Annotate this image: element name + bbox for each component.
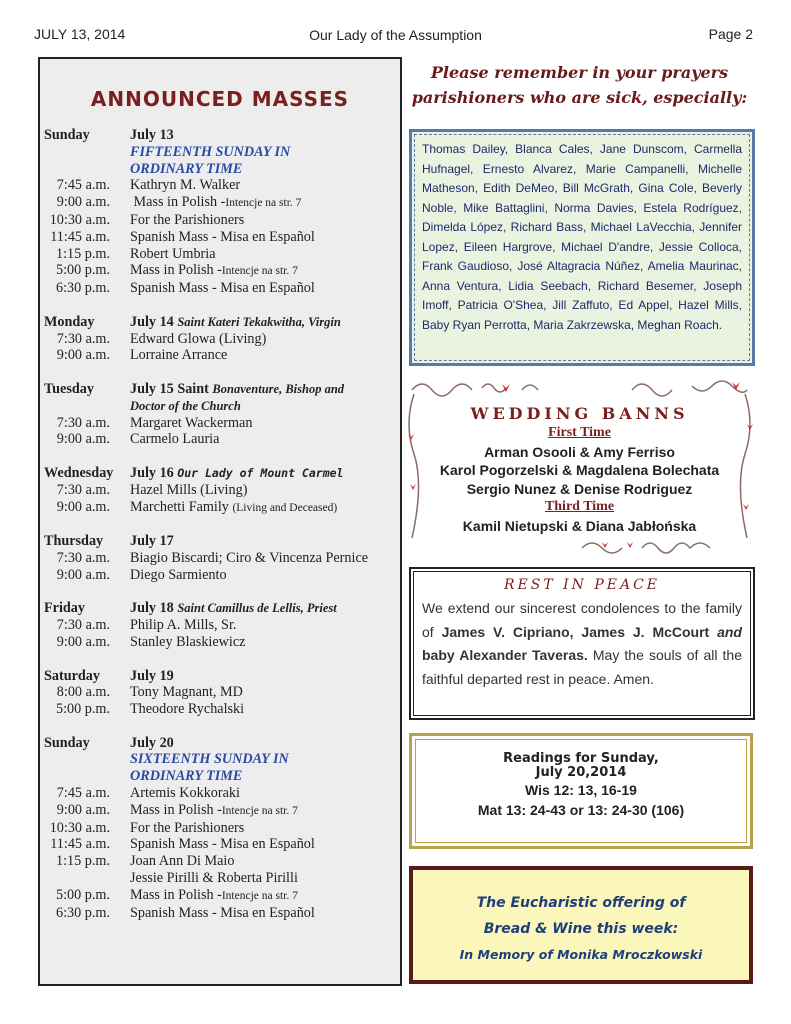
mass-time: 9:00 a.m. — [56, 633, 110, 650]
mass-row — [44, 482, 396, 499]
mass-intention — [130, 853, 396, 870]
readings-date: July 20,2014 — [535, 765, 627, 780]
mass-time: 7:45 a.m. — [56, 785, 110, 802]
mass-row — [44, 499, 396, 517]
eucharist-line2: Bread & Wine this week: — [483, 921, 679, 937]
day-date: July 17 — [130, 533, 174, 550]
conjunction: and — [709, 623, 742, 640]
mass-intention — [130, 684, 396, 701]
third-time-label: Third Time — [544, 499, 615, 515]
intention-note: Intencje na str. 7 — [221, 804, 298, 817]
intention-text: Hazel Mills (Living) — [130, 481, 248, 498]
deceased-names: baby Alexander Taveras. — [422, 647, 588, 663]
mass-intention — [130, 431, 396, 448]
mass-intention — [130, 550, 396, 567]
intention-text: Spanish Mass - Misa en Español — [130, 228, 315, 245]
mass-row — [44, 853, 396, 870]
intention-text: Theodore Rychalski — [130, 701, 245, 718]
mass-intention — [130, 415, 396, 432]
intention-text: For the Parishioners — [130, 819, 245, 836]
mass-time: 9:00 a.m. — [56, 431, 110, 448]
saint-prefix: Saint — [177, 380, 209, 397]
reading-2: Mat 13: 24-43 or 13: 24-30 (106) — [477, 802, 685, 818]
mass-time: 1:15 p.m. — [56, 245, 110, 262]
saint-feast-cont: Doctor of the Church — [130, 398, 241, 413]
intention-text: Jessie Pirilli & Roberta Pirilli — [130, 870, 298, 887]
day-date: July 18 — [130, 600, 174, 617]
mass-intention — [130, 634, 396, 651]
reading-1: Wis 12: 13, 16-19 — [525, 782, 637, 798]
mass-row — [44, 887, 396, 905]
sick-list-box — [409, 129, 755, 366]
mass-row — [44, 701, 396, 718]
mass-row — [44, 567, 396, 584]
mass-intention — [130, 347, 396, 364]
intention-text: Philip A. Mills, Sr. — [130, 617, 237, 634]
day-date-line — [130, 668, 396, 685]
mass-time: 10:30 a.m. — [49, 819, 110, 836]
day-header — [44, 381, 396, 398]
mass-time: 7:30 a.m. — [56, 481, 110, 498]
intention-text: For the Parishioners — [130, 211, 245, 228]
day-name: Saturday — [44, 667, 100, 684]
swirl-border-bottom — [402, 536, 757, 558]
mass-row — [44, 785, 396, 802]
day-header — [44, 600, 396, 617]
intention-text: Mass in Polish - — [130, 262, 222, 279]
intention-note: (Living and Deceased) — [232, 501, 338, 514]
mass-row — [44, 684, 396, 701]
mass-row — [44, 634, 396, 651]
liturgical-feast: FIFTEENTH SUNDAY IN — [130, 143, 291, 160]
condolence-closing: May the souls of all the faithful departed rest in peace. Amen. — [422, 647, 742, 687]
mass-row — [44, 431, 396, 448]
mass-intention — [130, 836, 396, 853]
mass-day — [44, 735, 396, 922]
day-date-line — [130, 533, 396, 550]
mass-intention — [130, 701, 396, 718]
mass-intention — [130, 482, 396, 499]
liturgical-feast: SIXTEENTH SUNDAY IN — [130, 751, 289, 768]
day-header — [44, 533, 396, 550]
mass-row — [44, 212, 396, 229]
mass-intention — [130, 617, 396, 634]
mass-time: 5:00 p.m. — [56, 886, 110, 903]
day-header — [44, 465, 396, 482]
mass-intention — [130, 177, 396, 194]
mass-time: 7:30 a.m. — [56, 617, 110, 634]
feast-row — [44, 398, 396, 415]
intention-note: Intencje na str. 7 — [221, 265, 298, 278]
mass-row — [44, 820, 396, 837]
intention-text: Spanish Mass - Misa en Español — [130, 836, 315, 853]
mass-time: 7:45 a.m. — [56, 177, 110, 194]
wedding-banns-box — [402, 376, 757, 558]
day-date-line — [130, 465, 396, 482]
day-name: Monday — [44, 313, 95, 330]
mass-day — [44, 381, 396, 448]
prayers-heading — [404, 60, 755, 110]
condolence-intro: We extend our sincerest condolences to the family of — [422, 600, 742, 640]
mass-intention — [130, 212, 396, 229]
day-header — [44, 735, 396, 752]
mass-intention — [130, 820, 396, 837]
feast-row — [44, 751, 396, 768]
intention-note: Intencje na str. 7 — [221, 889, 298, 902]
mass-intention — [130, 905, 396, 922]
readings-heading: Readings for Sunday, — [503, 751, 659, 766]
mass-row — [44, 870, 396, 887]
intention-text: Carmelo Lauria — [130, 431, 220, 448]
bulletin-date: JULY 13, 2014 — [34, 26, 126, 42]
day-header — [44, 127, 396, 144]
mass-time: 5:00 p.m. — [56, 701, 110, 718]
mass-row — [44, 331, 396, 348]
prayers-heading-line2: parishioners who are sick, especially: — [411, 88, 748, 107]
prayers-heading-line1: Please remember in your prayers — [430, 63, 729, 82]
intention-text: Spanish Mass - Misa en Español — [130, 280, 315, 297]
mass-intention — [130, 499, 396, 517]
banns-list — [402, 424, 757, 536]
mass-intention — [130, 785, 396, 802]
parish-name: Our Lady of the Assumption — [309, 27, 482, 43]
page-number: Page 2 — [708, 26, 753, 42]
day-name: Tuesday — [44, 380, 94, 397]
day-header — [44, 314, 396, 331]
mass-time: 7:30 a.m. — [56, 549, 110, 566]
mass-day — [44, 314, 396, 364]
mass-intention — [130, 194, 396, 212]
mass-day — [44, 465, 396, 516]
day-header — [44, 668, 396, 685]
day-date-line — [130, 314, 396, 331]
mass-intention — [130, 802, 396, 820]
swirl-border-top — [402, 376, 757, 398]
intention-text: Artemis Kokkoraki — [130, 785, 240, 802]
mass-row — [44, 262, 396, 280]
mass-row — [44, 550, 396, 567]
intention-text: Lorraine Arrance — [130, 347, 228, 364]
day-date: July 15 — [130, 380, 174, 397]
feast-row — [44, 161, 396, 178]
mass-row — [44, 229, 396, 246]
mass-row — [44, 836, 396, 853]
condolence-text — [422, 597, 742, 691]
day-date: July 13 — [130, 127, 174, 143]
feast-row — [44, 144, 396, 161]
mass-row — [44, 905, 396, 922]
mass-schedule — [44, 127, 396, 938]
mass-intention — [130, 262, 396, 280]
mass-intention — [130, 870, 396, 887]
intention-text: Mass in Polish - — [130, 886, 222, 903]
mass-intention — [130, 887, 396, 905]
mass-row — [44, 177, 396, 194]
intention-note: Intencje na str. 7 — [225, 197, 302, 210]
intention-text: Marchetti Family — [130, 498, 229, 515]
mass-day — [44, 533, 396, 583]
rest-in-peace-title: REST IN PEACE — [503, 577, 661, 593]
day-date-line — [130, 127, 396, 144]
mass-time: 10:30 a.m. — [49, 211, 110, 228]
intention-text: Mass in Polish - — [130, 194, 226, 211]
eucharist-memorial: In Memory of Monika Mroczkowski — [459, 947, 703, 962]
mass-day — [44, 668, 396, 718]
mass-time — [44, 870, 130, 887]
mass-day — [44, 127, 396, 297]
day-name: Sunday — [44, 127, 90, 143]
day-name: Wednesday — [44, 464, 114, 481]
sunday-readings-box — [409, 733, 753, 849]
banns-couple: Sergio Nunez & Denise Rodriguez — [466, 480, 693, 497]
intention-text: Kathryn M. Walker — [130, 177, 241, 194]
intention-text: Robert Umbria — [130, 245, 216, 262]
intention-text: Diego Sarmiento — [130, 566, 227, 583]
day-date: July 19 — [130, 667, 174, 684]
day-name: Sunday — [44, 734, 90, 751]
banns-couple: Kamil Nietupski & Diana Jabłońska — [462, 517, 697, 534]
mass-time: 9:00 a.m. — [56, 347, 110, 364]
mass-time: 9:00 a.m. — [56, 498, 110, 515]
mass-time: 1:15 p.m. — [56, 853, 110, 870]
mass-row — [44, 246, 396, 263]
mass-day — [44, 600, 396, 650]
mass-row — [44, 617, 396, 634]
mass-intention — [130, 331, 396, 348]
mass-intention — [130, 567, 396, 584]
mass-row — [44, 802, 396, 820]
saint-feast: Saint Camillus de Lellis, Priest — [177, 601, 337, 616]
sick-list-names: Thomas Dailey, Blanca Cales, Jane Dunscom, Carmella Hufnagel, Ernesto Alvarez, Marie Campanelli, Michelle Matheson, Edith DeMeo, Bill McGrath, Gina Cole, Beverly Noble, Mike Battaglini, Norma Davies, Estela Rodríguez, Dimelda López, Richard Bass, Michael LaVecchia, Jennifer Lopez, Eileen Hargrove, Michael D'andre, Jessie Colloca, Frank Gaudioso, José Altagracia Núñez, Amelia Maurinac, Anna Ventura, Lidia Seebach, Richard Besemer, Joseph Imoff, Patricia O'Shea, Jill Zaffuto, Ed Appel, Hazel Mills, Baby Ryan Perrotta, Maria Zakrzewska, Meghan Roach. — [422, 142, 742, 332]
page-header — [0, 0, 791, 52]
intention-text: Stanley Blaskiewicz — [130, 633, 246, 650]
day-name: Friday — [44, 600, 85, 617]
mass-row — [44, 194, 396, 212]
liturgical-feast: ORDINARY TIME — [130, 160, 243, 177]
mass-row — [44, 347, 396, 364]
rest-in-peace-box — [409, 567, 755, 720]
mass-time: 8:00 a.m. — [56, 684, 110, 701]
mass-time: 5:00 p.m. — [56, 262, 110, 279]
mass-intention — [130, 246, 396, 263]
intention-text: Tony Magnant, MD — [130, 684, 243, 701]
announced-masses-panel — [38, 57, 402, 986]
mass-intention — [130, 280, 396, 297]
day-date: July 16 — [130, 464, 174, 481]
day-date-line — [130, 381, 396, 398]
mass-time: 7:30 a.m. — [56, 414, 110, 431]
saint-feast: Saint Kateri Tekakwitha, Virgin — [177, 314, 341, 329]
intention-text: Spanish Mass - Misa en Español — [130, 904, 315, 921]
first-time-label: First Time — [548, 425, 611, 440]
intention-text: Biagio Biscardi; Ciro & Vincenza Pernice — [130, 549, 369, 566]
mass-time: 9:00 a.m. — [56, 801, 110, 818]
deceased-names: James V. Cipriano, James J. McCourt — [441, 623, 710, 640]
eucharist-line1: The Eucharistic offering of — [476, 895, 686, 911]
banns-couple: Arman Osooli & Amy Ferriso — [484, 443, 675, 460]
intention-text: Mass in Polish - — [130, 801, 222, 818]
day-date: July 14 — [130, 313, 174, 330]
banns-couple: Karol Pogorzelski & Magdalena Bolechata — [439, 462, 720, 479]
masses-title: ANNOUNCED MASSES — [90, 87, 350, 111]
day-date: July 20 — [130, 734, 174, 751]
mass-row — [44, 415, 396, 432]
mass-row — [44, 280, 396, 297]
mass-time: 6:30 p.m. — [56, 904, 110, 921]
day-date-line — [130, 600, 396, 617]
day-date-line — [130, 735, 396, 752]
mass-time: 9:00 a.m. — [56, 566, 110, 583]
feast-row — [44, 768, 396, 785]
mass-time: 11:45 a.m. — [50, 836, 110, 853]
mass-time: 11:45 a.m. — [50, 228, 110, 245]
wedding-banns-title: WEDDING BANNS — [470, 404, 689, 423]
intention-text: Edward Glowa (Living) — [130, 330, 267, 347]
day-name: Thursday — [44, 533, 104, 550]
mass-intention — [130, 229, 396, 246]
mass-time: 7:30 a.m. — [56, 330, 110, 347]
saint-feast: Our Lady of Mount Carmel — [177, 465, 344, 480]
mass-time: 6:30 p.m. — [56, 280, 110, 297]
mass-time: 9:00 a.m. — [56, 194, 110, 211]
intention-text: Joan Ann Di Maio — [130, 853, 235, 870]
saint-feast: Bonaventure, Bishop and — [212, 381, 345, 396]
liturgical-feast: ORDINARY TIME — [130, 768, 243, 785]
intention-text: Margaret Wackerman — [130, 414, 253, 431]
eucharistic-offering-box — [409, 866, 753, 984]
